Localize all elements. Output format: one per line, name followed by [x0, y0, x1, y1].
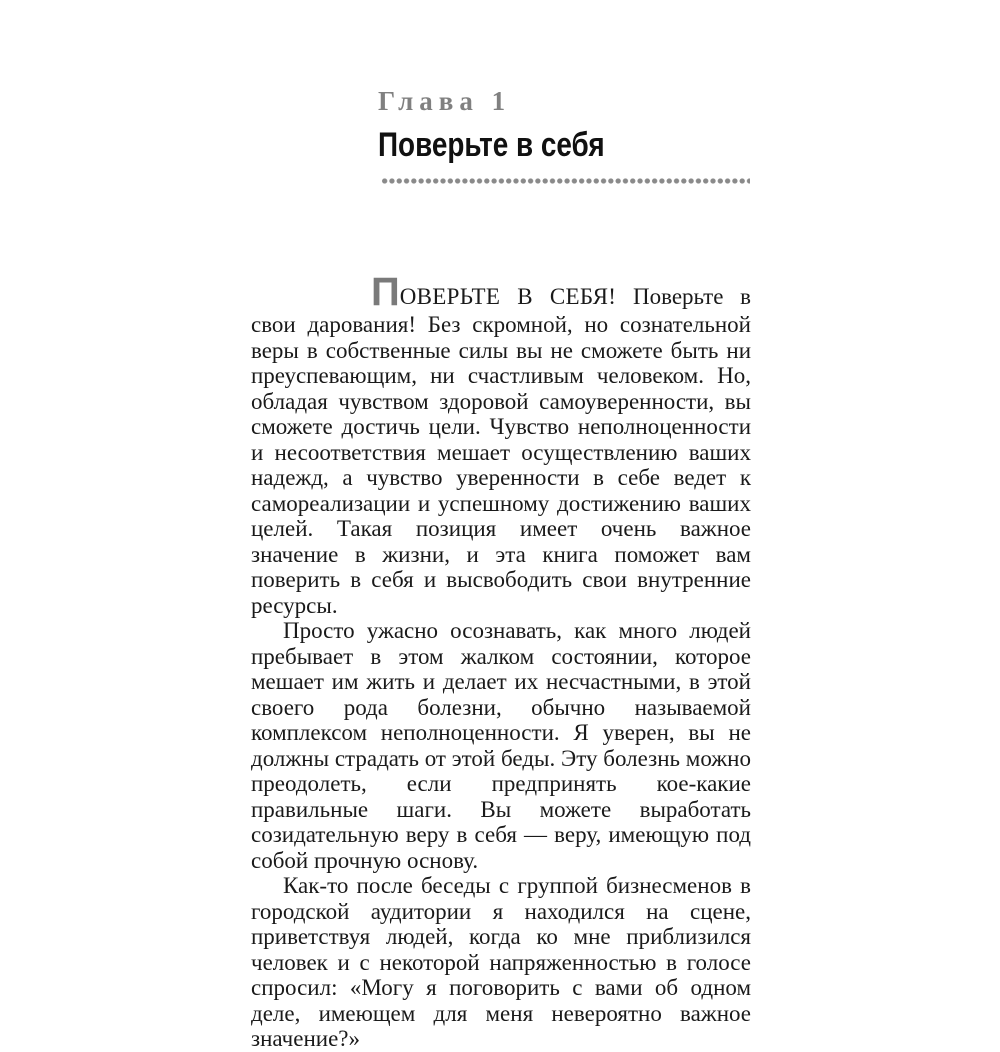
- drop-cap: П: [371, 270, 400, 314]
- drop-cap-indent: [251, 272, 371, 297]
- paragraph-1: [251, 272, 751, 618]
- lead-in-caps: ОВЕРЬТЕ В СЕБЯ!: [399, 284, 617, 309]
- chapter-title: Поверьте в себя: [378, 126, 605, 164]
- body-text: [251, 272, 751, 1052]
- paragraph-3: Как-то после беседы с группой бизнесменов в городской аудитории я находился на сцене, приветствуя людей, когда ко мне приблизился человек и с некоторой напряженностью в голосе спросил: «Могу я поговорить с вами об одном деле, имеющем для меня невероятно важное значение?»: [251, 873, 751, 1051]
- paragraph-2: Просто ужасно осознавать, как много людей пребывает в этом жалком состоянии, которое мешает им жить и делает их несчастными, в этой своего рода болезни, обычно называемой комплексом неполноценности. Я уверен, вы не должны страдать от этой беды. Эту болезнь можно преодолеть, если предпринять кое-какие правильные шаги. Вы можете выработать созидательную веру в себя — веру, имеющую под собой прочную основу.: [251, 618, 751, 873]
- chapter-label: Глава 1: [378, 86, 512, 116]
- dotted-divider: [381, 177, 750, 185]
- paragraph-1-text: Поверьте в свои дарования! Без скромной, но сознательной веры в собственные силы вы не сможете быть ни преуспевающим, ни счастливым человеком. Но, обладая чувством здоровой самоуверенности, вы сможете достичь цели. Чувство неполноценности и несоответствия мешает осуществлению ваших надежд, а чувство уверенности в себе ведет к самореализации и успешному достижению ваших целей. Такая позиция имеет очень важное значение в жизни, и эта книга поможет вам поверить в себя и высвободить свои внутренние ресурсы.: [251, 284, 752, 618]
